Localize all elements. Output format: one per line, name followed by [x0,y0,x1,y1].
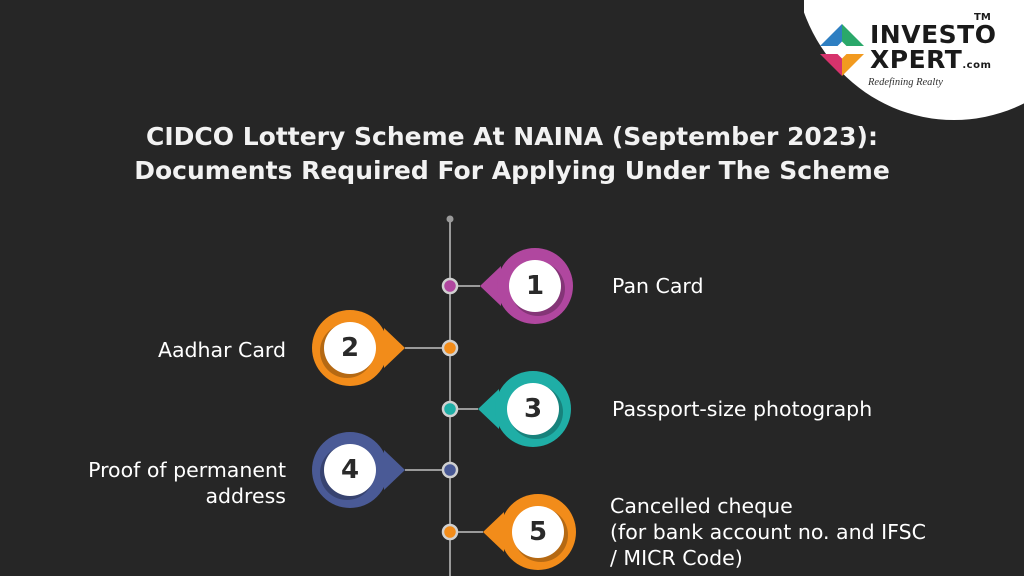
timeline-start-dot [447,216,454,223]
title-line-1: CIDCO Lottery Scheme At NAINA (September 2023): [146,122,878,151]
logo-domain: .com [962,60,992,71]
axis-node [443,341,457,355]
axis-node [443,402,457,416]
logo-text-investo: INVESTO [870,20,997,49]
step-label-3: Passport-size photograph [612,397,873,421]
step-label-5-line: / MICR Code) [610,546,743,570]
step-number-5: 5 [528,517,548,547]
step-number-4: 4 [340,455,360,485]
step-label-4 [88,457,286,509]
step-label-1: Pan Card [612,274,704,298]
step-label-4-line: Proof of permanent [88,458,286,482]
step-label-5-line: (for bank account no. and IFSC [610,520,926,544]
logo-tagline: Redefining Realty [868,77,943,88]
title-line-2: Documents Required For Applying Under The Scheme [134,156,890,185]
step-label-5 [610,493,926,571]
step-label-2: Aadhar Card [157,338,286,362]
axis-node [443,279,457,293]
step-number-1: 1 [525,271,545,301]
step-label-4-line: address [205,484,286,508]
step-number-3: 3 [523,394,543,424]
axis-node [443,463,457,477]
step-label-5-line: Cancelled cheque [610,494,793,518]
logo-trademark: TM [974,12,991,23]
step-number-2: 2 [340,333,360,363]
axis-node [443,525,457,539]
logo-text-xpert: XPERT.com [870,45,992,74]
